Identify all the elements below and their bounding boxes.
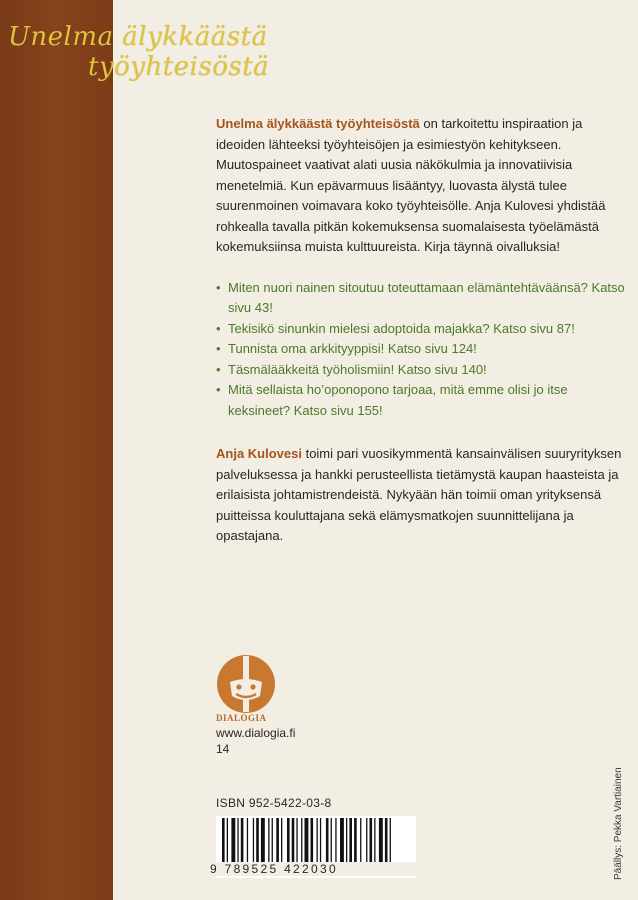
list-item: • Täsmälääkkeitä työholismiin! Katso sivu 140! bbox=[216, 360, 626, 381]
intro-text: on tarkoitettu inspiraation ja ideoiden lähteeksi työyhteisöjen ja esimiestyön kehitykseen. Muutospaineet vaativat alati uusia näkökulmia ja innovatiivisia menetelmiä. Kun epävarmuus lisääntyy, luovasta älystä tulee suurenmoinen voimavara koko työyhteisölle. Anja Kulovesi yhdistää rohkealla tavalla pitkän kokemuksensa suomalaisesta työelämästä kokemuksiinsa muista kulttuureista. Kirja täynnä oivalluksia! bbox=[216, 116, 606, 254]
list-item: • Miten nuori nainen sitoutuu toteuttamaan elämäntehtäväänsä? Katso sivu 43! bbox=[216, 278, 626, 319]
dialogia-logo-icon bbox=[216, 654, 276, 714]
publisher-name: DIALOGIA bbox=[216, 713, 267, 723]
author-text: toimi pari vuosikymmentä kansainvälisen suuryrityksen palveluksessa ja hankki perusteellista tietämystä kaupan haasteista ja erilaisista johtamistrendeistä. Nykyään hän toimii oman yrityksensä puitteissa kouluttajana sekä elämysmatkojen suunnittelijana ja opastajana. bbox=[216, 446, 622, 543]
barcode-digits: 9 789525 422030 bbox=[208, 862, 425, 876]
publisher-code: 14 bbox=[216, 742, 230, 756]
list-item: • Mitä sellaista ho’oponopono tarjoaa, mitä emme olisi jo itse keksineet? Katso sivu 155! bbox=[216, 380, 626, 421]
cover-title-line1: Unelma älykkäästä bbox=[8, 22, 268, 52]
book-title-highlight: Unelma älykkäästä työyhteisöstä bbox=[216, 116, 420, 131]
list-item: • Tunnista oma arkkityyppisi! Katso sivu 124! bbox=[216, 339, 626, 360]
cover-title-line2: työyhteisöstä bbox=[88, 52, 270, 82]
publisher-website: www.dialogia.fi bbox=[216, 726, 296, 740]
isbn-number: ISBN 952-5422-03-8 bbox=[216, 796, 332, 810]
spine-band bbox=[0, 0, 113, 900]
highlights-list bbox=[216, 278, 626, 422]
author-paragraph bbox=[216, 444, 626, 547]
cover-credit: Päällys: Pekka Vartiainen bbox=[613, 767, 624, 880]
author-name: Anja Kulovesi bbox=[216, 446, 302, 461]
intro-paragraph bbox=[216, 114, 626, 258]
list-item: • Tekisikö sinunkin mielesi adoptoida majakka? Katso sivu 87! bbox=[216, 319, 626, 340]
back-cover-text bbox=[216, 114, 626, 547]
cover-title bbox=[8, 22, 308, 82]
